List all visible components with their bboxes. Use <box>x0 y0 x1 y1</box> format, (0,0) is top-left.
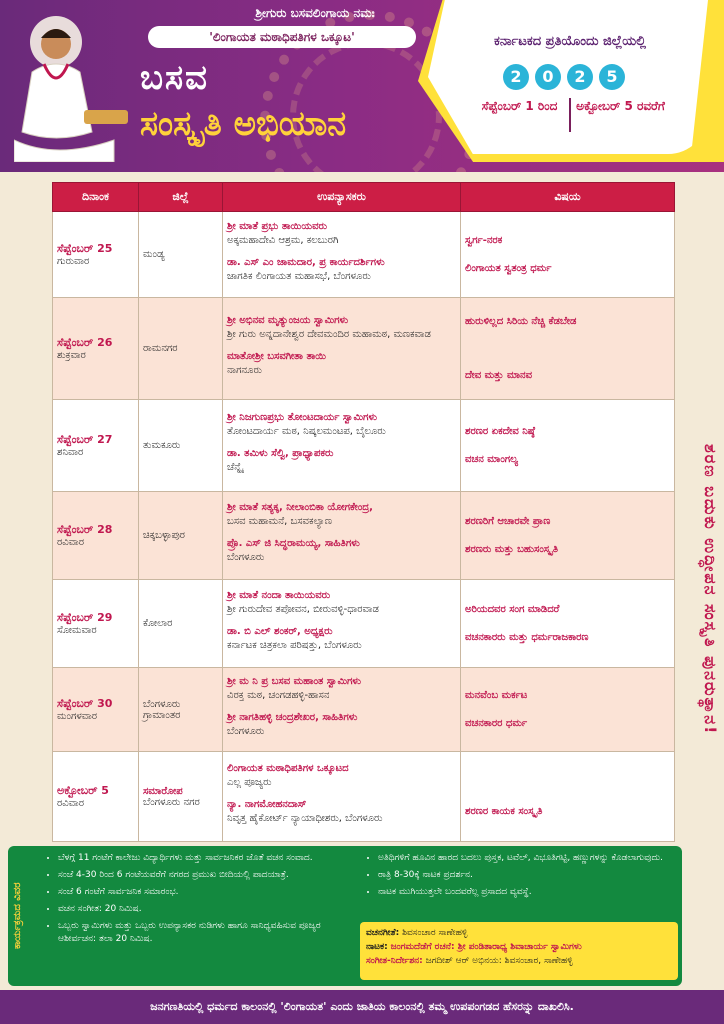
speaker-name: ಡಾ. ಎಸ್ ಎಂ ಜಾಮದಾರ, ಪ್ರ ಕಾರ್ಯದರ್ಶಿಗಳು <box>227 256 385 268</box>
speaker-name: ಶ್ರೀ ಅಭಿನವ ಮೃತ್ಯುಂಜಯ ಸ್ವಾಮಿಗಳು <box>227 314 349 326</box>
speakers-cell <box>223 212 461 298</box>
speakers-cell <box>223 668 461 752</box>
year-digit: 0 <box>535 64 561 90</box>
tagline: ಕರ್ನಾಟಕದ ಪ್ರತಿಯೊಂದು ಜಿಲ್ಲೆಯಲ್ಲಿ <box>494 34 646 49</box>
header-date: ದಿನಾಂಕ <box>53 183 139 212</box>
district-cell: ಮಂಡ್ಯ <box>139 212 223 298</box>
speaker-place: ಬೆಂಗಳೂರು <box>227 725 265 737</box>
day-text: ಶನಿವಾರ <box>57 447 84 458</box>
speakers-cell <box>223 752 461 842</box>
header-topic: ವಿಷಯ <box>461 183 675 212</box>
program-notes-right <box>364 852 676 903</box>
closing-ceremony-label: ಸಮಾರೋಪ <box>143 785 183 797</box>
credit-line <box>366 926 672 940</box>
speaker-name: ಮಾತೋಶ್ರೀ ಬಸವಗೀತಾ ತಾಯಿ <box>227 350 327 362</box>
district-cell: ರಾಮನಗರ <box>139 298 223 400</box>
credit-label: ಸಂಗೀತ-ನಿರ್ದೇಶನ: <box>366 956 423 966</box>
credit-line <box>366 940 672 954</box>
credit-label: ವಚನಗೀತೆ: <box>366 928 400 938</box>
date-cell <box>53 580 139 668</box>
speakers-cell <box>223 580 461 668</box>
speaker-name: ಶ್ರೀ ಮ ನಿ ಪ್ರ ಬಸವ ಮಹಾಂತ ಸ್ವಾಮಿಗಳು <box>227 675 362 687</box>
note-item: • ವಚನ ಸಂಗೀತ: 20 ನಿಮಿಷ. <box>58 903 356 916</box>
topic-text: ವಚನ ಮಾಂಗಲ್ಯ <box>465 453 519 465</box>
date-cell <box>53 492 139 580</box>
speaker-place: ಶ್ರೀ ಗುರು ಅನ್ನದಾನೇಶ್ವರ ದೇವಮಂದಿರ ಮಹಾಮಠ, ಮಣಕವಾಡ <box>227 328 431 340</box>
date-range <box>470 98 670 132</box>
date-text: ಸೆಪ್ಟೆಂಬರ್ 29 <box>57 611 113 624</box>
year-digit: 2 <box>503 64 529 90</box>
title-samskriti-abhiyana: ಸಂಸ್ಕೃತಿ ಅಭಿಯಾನ <box>140 104 347 144</box>
topic-cell <box>461 212 675 298</box>
day-text: ರವಿವಾರ <box>57 798 84 809</box>
speaker-name: ನ್ಯಾ. ನಾಗಮೋಹನದಾಸ್ <box>227 798 307 810</box>
note-item: • ಬೆಳಗ್ಗೆ 11 ಗಂಟೆಗೆ ಕಾಲೇಜು ವಿದ್ಯಾರ್ಥಿಗಳು ಮತ್ತು ಸಾರ್ವಜನಿಕರ ಜೊತೆ ವಚನ ಸಂವಾದ. <box>58 852 356 865</box>
day-text: ಗುರುವಾರ <box>57 256 90 267</box>
invocation-text: ಶ್ರೀಗುರು ಬಸವಲಿಂಗಾಯ ನಮಃ <box>255 6 375 20</box>
topic-text: ಶರಣರಿಗೆ ಆಚಾರವೇ ಪ್ರಾಣ <box>465 515 551 527</box>
date-cell <box>53 668 139 752</box>
speaker-name: ಪ್ರೊ. ಎಸ್ ಜಿ ಸಿದ್ಧರಾಮಯ್ಯ, ಸಾಹಿತಿಗಳು <box>227 537 360 549</box>
date-to: ಅಕ್ಟೋಬರ್ 5 ರವರೆಗೆ <box>576 99 665 113</box>
note-item: • ನಾಟಕ ಮುಗಿಯುತ್ತಲೇ ಬಂದವರೆಲ್ಲ ಪ್ರಸಾದದ ವ್ಯವಸ್ಥೆ. <box>378 886 676 899</box>
date-text: ಸೆಪ್ಟೆಂಬರ್ 27 <box>57 433 113 446</box>
table-row <box>53 298 675 400</box>
day-text: ಶುಕ್ರವಾರ <box>57 350 86 361</box>
speaker-place: ಬೆಂಗಳೂರು <box>227 551 265 563</box>
day-text: ರವಿವಾರ <box>57 537 84 548</box>
district-text: ಬೆಂಗಳೂರು ನಗರ <box>143 796 200 808</box>
speaker-place: ನಾಗನೂರು <box>227 364 262 376</box>
day-text: ಸೋಮವಾರ <box>57 625 97 636</box>
speaker-name: ಶ್ರೀ ಮಾತೆ ಸತ್ಯಕ್ಕ, ನೀಲಾಂಬಿಕಾ ಯೋಗಕೇಂದ್ರ, <box>227 501 373 513</box>
district-cell <box>139 752 223 842</box>
table-row <box>53 400 675 492</box>
speaker-name: ಶ್ರೀ ನಾಗತಿಹಳ್ಳಿ ಚಂದ್ರಶೇಖರ, ಸಾಹಿತಿಗಳು <box>227 711 358 723</box>
speaker-place: ಬಸವ ಮಹಾಮನೆ, ಬಸವಕಲ್ಯಾಣ <box>227 515 332 527</box>
speaker-name: ಡಾ. ತಮಿಳು ಸೆಲ್ವಿ, ಪ್ರಾಧ್ಯಾಪಕರು <box>227 447 334 459</box>
date-text: ಸೆಪ್ಟೆಂಬರ್ 28 <box>57 523 113 536</box>
speaker-name: ಲಿಂಗಾಯತ ಮಠಾಧಿಪತಿಗಳ ಒಕ್ಕೂಟದ <box>227 762 349 774</box>
note-item: • ಅತಿಥಿಗಳಿಗೆ ಹೂವಿನ ಹಾರದ ಬದಲು ಪುಸ್ತಕ, ಟವೆಲ್, ವಿಭೂತಿಗಟ್ಟಿ, ಹಣ್ಣುಗಳನ್ನು ಕೊಡಲಾಗುವುದು. <box>378 852 676 865</box>
date-text: ಅಕ್ಟೋಬರ್ 5 <box>57 784 109 797</box>
date-cell <box>53 298 139 400</box>
speaker-name: ಡಾ. ಬಿ ಎಲ್ ಶಂಕರ್, ಅಧ್ಯಕ್ಷರು <box>227 625 333 637</box>
credits-box <box>360 922 678 980</box>
district-cell: ತುಮಕೂರು <box>139 400 223 492</box>
topic-cell <box>461 400 675 492</box>
note-item: • ಸಂಜೆ 6 ಗಂಟೆಗೆ ಸಾರ್ವಜನಿಕ ಸಮಾರಂಭ. <box>58 886 356 899</box>
speakers-cell <box>223 492 461 580</box>
table-row <box>53 668 675 752</box>
topic-text: ವಚನಕಾರರು ಮತ್ತು ಧರ್ಮರಾಜಕಾರಣ <box>465 631 589 643</box>
year-digit: 5 <box>599 64 625 90</box>
schedule-table <box>52 182 675 842</box>
side-slogan: ಶರಣ ಬದುಕು ಉದ್ಧೀಪನ ಸಂಸ್ಕೃತಿ ಪುನರುತ್ಥಾನ! <box>701 444 720 736</box>
header-district: ಜಿಲ್ಲೆ <box>139 183 223 212</box>
organization-label: 'ಲಿಂಗಾಯತ ಮಠಾಧಿಪತಿಗಳ ಒಕ್ಕೂಟ' <box>148 26 416 48</box>
topic-cell <box>461 492 675 580</box>
schedule-table-container <box>52 182 674 842</box>
date-cell <box>53 752 139 842</box>
topic-text: ವಚನಕಾರರ ಧರ್ಮ <box>465 717 528 729</box>
topic-text: ದೇವ ಮತ್ತು ಮಾನವ <box>465 369 532 381</box>
topic-cell <box>461 668 675 752</box>
district-cell: ಬೆಂಗಳೂರು ಗ್ರಾಮಾಂತರ <box>139 668 223 752</box>
speaker-place: ನಿವೃತ್ತ ಹೈಕೋರ್ಟ್ ನ್ಯಾಯಾಧೀಶರು, ಬೆಂಗಳೂರು <box>227 812 383 824</box>
date-from: ಸೆಪ್ಟೆಂಬರ್ 1 ರಿಂದ <box>481 99 558 113</box>
table-header-row <box>53 183 675 212</box>
speakers-cell <box>223 400 461 492</box>
speaker-place: ಶ್ರೀ ಗುರುದೇವ ತಪೋವನ, ಬೀರುವಳ್ಳಿ-ಧಾರವಾಡ <box>227 603 379 615</box>
speakers-cell <box>223 298 461 400</box>
header-speakers: ಉಪನ್ಯಾಸಕರು <box>223 183 461 212</box>
topic-text: ಸ್ವರ್ಗ-ನರಕ <box>465 234 503 246</box>
note-item: • ಒಬ್ಬರು ಸ್ವಾಮಿಗಳು ಮತ್ತು ಒಬ್ಬರು ಉಪನ್ಯಾಸಕರ ನುಡಿಗಳು ಹಾಗೂ ಸಾನಿಧ್ಯವಹಿಸುವ ಪೂಜ್ಯರ ಆಶೀರ್ವಚನ: ತಲಾ 20 ನಿಮಿಷ. <box>58 920 356 946</box>
credit-value: ಜಂಗಮದೆಡೆಗೆ ರಚನೆ: ಶ್ರೀ ಪಂಡಿತಾರಾಧ್ಯ ಶಿವಾಚಾರ್ಯ ಸ್ವಾಮಿಗಳು <box>390 942 582 952</box>
speaker-place: ಚೆನ್ನೈ <box>227 461 244 473</box>
district-cell: ಚಿಕ್ಕಬಳ್ಳಾಪುರ <box>139 492 223 580</box>
speaker-place: ತೋಂಟದಾರ್ಯ ಮಠ, ನಿಷ್ಕಲಮಂಟಪ, ಬೈಲೂರು <box>227 425 386 437</box>
program-notes-left <box>44 852 356 950</box>
topic-text: ಶರಣರ ಕಾಯಕ ಸಂಸ್ಕೃತಿ <box>465 805 543 817</box>
date-text: ಸೆಪ್ಟೆಂಬರ್ 26 <box>57 336 113 349</box>
topic-text: ಹುರುಳಿಲ್ಲದ ಸಿರಿಯ ನೆಚ್ಚಿ ಕೆಡಬೇಡ <box>465 315 577 327</box>
note-item: • ಸಂಜೆ 4-30 ರಿಂದ 6 ಗಂಟೆಯವರೆಗೆ ನಗರದ ಪ್ರಮುಖ ಬೀದಿಯಲ್ಲಿ ಪಾದಯಾತ್ರೆ. <box>58 869 356 882</box>
topic-cell <box>461 752 675 842</box>
table-row <box>53 752 675 842</box>
credit-value: ಜಗದೀಶ್ ಆರ್ ಅಭಿನಯ: ಶಿವಸಂಚಾರ, ಸಾಣೇಹಳ್ಳಿ <box>425 956 573 966</box>
title-basava: ಬಸವ <box>140 58 209 98</box>
table-row <box>53 212 675 298</box>
credit-value: ಶಿವಸಂಚಾರ ಸಾಣೇಹಳ್ಳಿ <box>402 928 468 938</box>
footer-message: ಜನಗಣತಿಯಲ್ಲಿ ಧರ್ಮದ ಕಾಲಂನಲ್ಲಿ 'ಲಿಂಗಾಯತ' ಎಂದು ಜಾತಿಯ ಕಾಲಂನಲ್ಲಿ ತಮ್ಮ ಉಪಪಂಗಡದ ಹೆಸರನ್ನು ದಾಖಲಿಸಿ. <box>0 990 724 1024</box>
topic-text: ಅರಿಯದವರ ಸಂಗ ಮಾಡಿದರೆ <box>465 603 560 615</box>
topic-cell <box>461 298 675 400</box>
speaker-place: ಅಕ್ಕಮಹಾದೇವಿ ಆಶ್ರಮ, ಕಲಬುರಗಿ <box>227 234 339 246</box>
table-row <box>53 580 675 668</box>
speaker-place: ವಿರಕ್ತ ಮಠ, ಚಂಗಡಹಳ್ಳಿ-ಹಾಸನ <box>227 689 330 701</box>
district-cell: ಕೋಲಾರ <box>139 580 223 668</box>
speaker-name: ಶ್ರೀ ನಿಜಗುಣಪ್ರಭು ತೋಂಟದಾರ್ಯ ಸ್ವಾಮಿಗಳು <box>227 411 378 423</box>
speaker-name: ಶ್ರೀ ಮಾತೆ ನಂದಾ ತಾಯಿಯವರು <box>227 589 331 601</box>
speaker-place: ಕರ್ನಾಟಕ ಚಿತ್ರಕಲಾ ಪರಿಷತ್ತು, ಬೆಂಗಳೂರು <box>227 639 362 651</box>
program-details-label: ಕಾರ್ಯಕ್ರಮದ ವಿವರ <box>12 882 23 950</box>
topic-text: ಶರಣರ ಏಕದೇವ ನಿಷ್ಠೆ <box>465 425 535 437</box>
day-text: ಮಂಗಳವಾರ <box>57 711 98 722</box>
speaker-place: ಎಲ್ಲ ಪೂಜ್ಯರು <box>227 776 272 788</box>
topic-text: ಲಿಂಗಾಯತ ಸ್ವತಂತ್ರ ಧರ್ಮ <box>465 262 552 274</box>
note-item: • ರಾತ್ರಿ 8-30ಕ್ಕೆ ನಾಟಕ ಪ್ರದರ್ಶನ. <box>378 869 676 882</box>
topic-cell <box>461 580 675 668</box>
date-cell <box>53 212 139 298</box>
topic-text: ಶರಣರು ಮತ್ತು ಬಹುಸಂಸ್ಕೃತಿ <box>465 543 559 555</box>
credit-line <box>366 954 672 968</box>
saint-portrait-illustration <box>14 12 134 162</box>
speaker-place: ಜಾಗತಿಕ ಲಿಂಗಾಯತ ಮಹಾಸಭೆ, ಬೆಂಗಳೂರು <box>227 270 371 282</box>
table-row <box>53 492 675 580</box>
speaker-name: ಶ್ರೀ ಮಾತೆ ಪ್ರಭು ತಾಯಿಯವರು <box>227 220 328 232</box>
topic-text: ಮನವೆಂಬ ಮರ್ಕಟ <box>465 689 528 701</box>
credit-label: ನಾಟಕ: <box>366 942 388 952</box>
year-badge <box>494 64 634 92</box>
date-cell <box>53 400 139 492</box>
date-text: ಸೆಪ್ಟೆಂಬರ್ 25 <box>57 242 113 255</box>
date-text: ಸೆಪ್ಟೆಂಬರ್ 30 <box>57 697 113 710</box>
year-digit: 2 <box>567 64 593 90</box>
